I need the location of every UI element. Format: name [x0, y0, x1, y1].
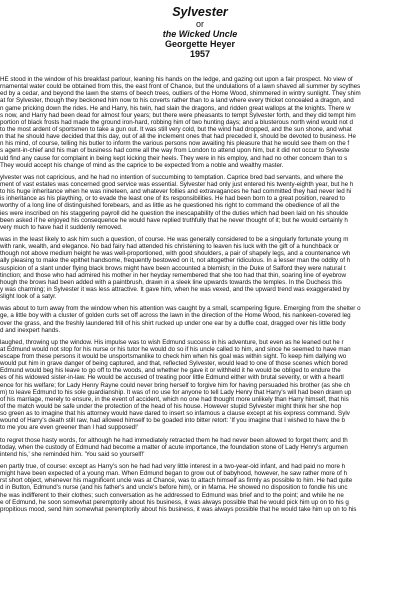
- text-line: e of Edmund, he soon somewhat peremptorily about his business, it was always possible that he would pick him up on to his g: [0, 498, 349, 506]
- paragraph: [0, 76, 400, 169]
- text-line: was in the least likely to ask him such a question, of course. He was generally considered to be a singularly fortunate young m: [0, 235, 349, 243]
- text-line: ally pleasing to make the epithet handsome, frequently bestowed on it, not altogether ridiculous. In a lesser man the oddity of h: [0, 257, 351, 265]
- paragraph: [0, 339, 400, 432]
- title-block: [0, 0, 400, 59]
- text-line: laughed, throwing up the window. His impulse was to wish Edmund success in his adventure, but even as he leaned out he r: [0, 338, 344, 346]
- text-line: so green as to imagine that his attorney would have dared to insert so infamous a clause except at his express command. Sylv: [0, 410, 350, 418]
- paragraph: [0, 463, 400, 513]
- paragraph: [0, 174, 400, 231]
- text-line: s agent-in-chief and his man of business had come all the way from London to attend upon him, but it did not occur to Sylveste: [0, 147, 350, 155]
- text-line: though not above medium height he was well-proportioned, with good shoulders, a pair of shapely legs, and a countenance wh: [0, 250, 351, 258]
- text-line: hough the brows had been added with a paintbrush, drawn in a sleek line upwards towards the temples. In the Duchess this: [0, 278, 342, 286]
- text-line: ed by a cedar, and beyond the lawn the stems of beech trees, outliers of the Home Wood, shimmered in wintry sunlight. They shim: [0, 90, 361, 98]
- text-line: wound of Harry's death still raw, had allowed himself to be goaded into bitter retort: 'If you imagine that I wished to have the b: [0, 417, 345, 425]
- text-line: to his huge inheritance when he was nineteen, and whatever follies and extravagances he had committed they had never led hi: [0, 188, 352, 196]
- text-line: ies were inscribed on his staggering payroll did he question the inescapability of the duties which had been laid on his shoulde: [0, 209, 349, 217]
- text-line: tinction; and those who had admired his mother in her heyday remembered that she too had that thin, soaring line of eyebrow: [0, 271, 347, 279]
- text-line: n his mind, of course, telling his butler to inform the various persons now awaiting his pleasure that he would see them on the f: [0, 140, 350, 148]
- title-connector: or: [195, 19, 204, 29]
- text-line: suspicion of a slant under flying black brows might have been accounted a blemish; in the Duke of Salford they were natural t: [0, 264, 346, 272]
- text-line: slight look of a satyr.: [0, 293, 57, 301]
- book-title: Sylvester: [172, 5, 228, 19]
- text-line: rst short object, whenever his magnificent uncle was at Chance, was to attach himself as firmly as possible to him. He had quite: [0, 477, 353, 485]
- text-line: escape from these persons it would be unsportsmanlike to check him when his goal was within sight. To keep him dallying wo: [0, 353, 347, 361]
- text-line: to the most ardent of sportsmen to take a gun out. It was still very cold, but the wind had dropped, and the sun shone, and what: [0, 125, 352, 133]
- paragraph: [0, 305, 400, 334]
- text-line: of his marriage, merely to ensure, in the event of accident, which no one had thought more unlikely than Harry himself, that his: [0, 395, 349, 403]
- text-line: n that he should have decided that this day, out of all the inclement ones that had preceded it, should be devoted to business. He: [0, 133, 357, 141]
- paragraph: [0, 236, 400, 300]
- text-line: m) to leave Edmund to his sole guardianship. It was of no use for anyone to tell Lady Henry that Harry's will had been drawn up: [0, 388, 352, 396]
- body-text: [0, 76, 400, 600]
- text-line: en partly true, of course: except as Harry's son he had had very little interest in a two-year-old infant, and had paid no more h: [0, 463, 346, 471]
- text-line: to me you are even greener than I had supposed!': [0, 424, 139, 432]
- text-line: rnamental water could be obtained from this, the east front of Chance, but the undulations of a lawn shaved all summer by scythes: [0, 83, 361, 91]
- text-line: Edmund would beg his leave to go off to the woods, and whether he gave it or withheld it he would be obliged to endure the: [0, 367, 341, 375]
- text-line: might have been expected of a young man. When Edmund began to grow out of babyhood, however, he saw rather more of h: [0, 470, 348, 478]
- text-line: ment of vast estates was concerned good service was essential. Sylvester had only just entered his twenty-eighth year, but he h: [0, 180, 354, 188]
- text-line: propitious mood, send him somewhat peremptorily about his business, it was always possible that he would take him up on to his: [0, 505, 357, 513]
- text-line: to regret those hasty words, for although he had immediately retracted them he had never been allowed to forget them; and th: [0, 436, 348, 444]
- text-line: ence for his welfare; for Lady Henry Rayne could never bring herself to forgive him for having persuaded his brother (as she ch: [0, 381, 351, 389]
- publication-year: 1957: [189, 49, 211, 59]
- text-line: n game pricking down the rides. He and Harry, his twin, had slain the dragons, and ridden great wallops at the knights. There w: [0, 104, 351, 112]
- book-subtitle: the Wicked Uncle: [162, 29, 238, 39]
- text-line: would put him in grave danger of being captured, and that, reflected Sylvester, would lead to one of those scenes which bored: [0, 360, 348, 368]
- text-line: d in Button, Edmund's nurse (and his father's and uncle's before him), or in Mama. He showed no disposition to fondle his unc: [0, 484, 348, 492]
- text-line: at for Sylvester, though they beckoned him now to his coverts rather than to a land where every thicket concealed a dragon, and: [0, 97, 354, 105]
- paragraph: [0, 437, 400, 458]
- author-name: Georgette Heyer: [164, 39, 236, 49]
- text-line: portion of black frosts had made the ground iron-hard, robbing him of two hunting days; and a blusterous north wind would not d: [0, 118, 353, 126]
- text-line: at Edmund would not stop for his nurse or his tutor he would do so if his uncle called to him, and since he seemed to have man: [0, 345, 351, 353]
- text-line: d and inexpert hands.: [0, 326, 61, 334]
- text-line: is inheritance as his plaything, or to evade the least one of its responsibilities. He had been born to a great position, reared to: [0, 195, 346, 203]
- text-line: been asked if he enjoyed his consequence he would have replied truthfully that he never thought of it; but he would certainly h: [0, 216, 348, 224]
- text-line: y was charming; in Sylvester it was less attractive. It gave him, when he was vexed, and the upward trend was exaggerated by: [0, 285, 350, 293]
- text-line: s now, and Harry had been dead for almost four years; but there were pheasants to tempt Sylvester forth, and they did tempt him: [0, 111, 356, 119]
- text-line: worthy of a long line of distinguished forebears, and as little as he questioned his right to command the obedience of all the: [0, 202, 340, 210]
- text-line: with rank, wealth, and elegance. No bad fairy had attended his christening to leaven his luck with the gift of a hunchback or: [0, 243, 340, 251]
- text-line: was about to turn away from the window when his attention was caught by a small, scampering figure. Emerging from the shelter o: [0, 305, 361, 313]
- text-line: uld find any cause for complaint in being kept kicking their heels. They were in his employ, and had no other concern than to s: [0, 154, 348, 162]
- text-line: he was indifferent to their clothes; such conversation as he addressed to Edmund was brief and to the point; and while he ne: [0, 491, 344, 499]
- text-line: ylvester was not capricious, and he had no intention of succumbing to temptation. Caprice bred bad servants, and where the: [0, 173, 344, 181]
- text-line: very much to have had it suddenly removed.: [0, 223, 123, 231]
- text-line: of the match would be safe under the protection of the head of his house. However stupid Sylvester might think her she hop: [0, 403, 342, 411]
- text-line: They would accept his change of mind as the caprice to be expected from a noble and wealthy master.: [0, 161, 284, 169]
- text-line: over the grass, and the freshly laundered frill of his shirt rucked up under one ear by a duffle coat, dragged over his little body: [0, 319, 346, 327]
- text-line: HE stood in the window of his breakfast parlour, leaning his hands on the ledge, and gazing out upon a fair prospect. No view of: [0, 76, 353, 83]
- text-line: intend his,' she reminded him. 'You said so yourself!': [0, 450, 145, 458]
- text-line: ge, a little boy with a cluster of golden curls set off across the lawn in the direction of the Home Wood, his nankeen-covered leg: [0, 312, 351, 320]
- text-line: today, when the custody of Edmund had become a matter of acute importance, the foundation stone of Lady Henry's argumen: [0, 443, 348, 451]
- text-line: es of his widowed sister-in-law. He would be accused of treating poor little Edmund either with brutal severity, or with a heartl: [0, 374, 344, 382]
